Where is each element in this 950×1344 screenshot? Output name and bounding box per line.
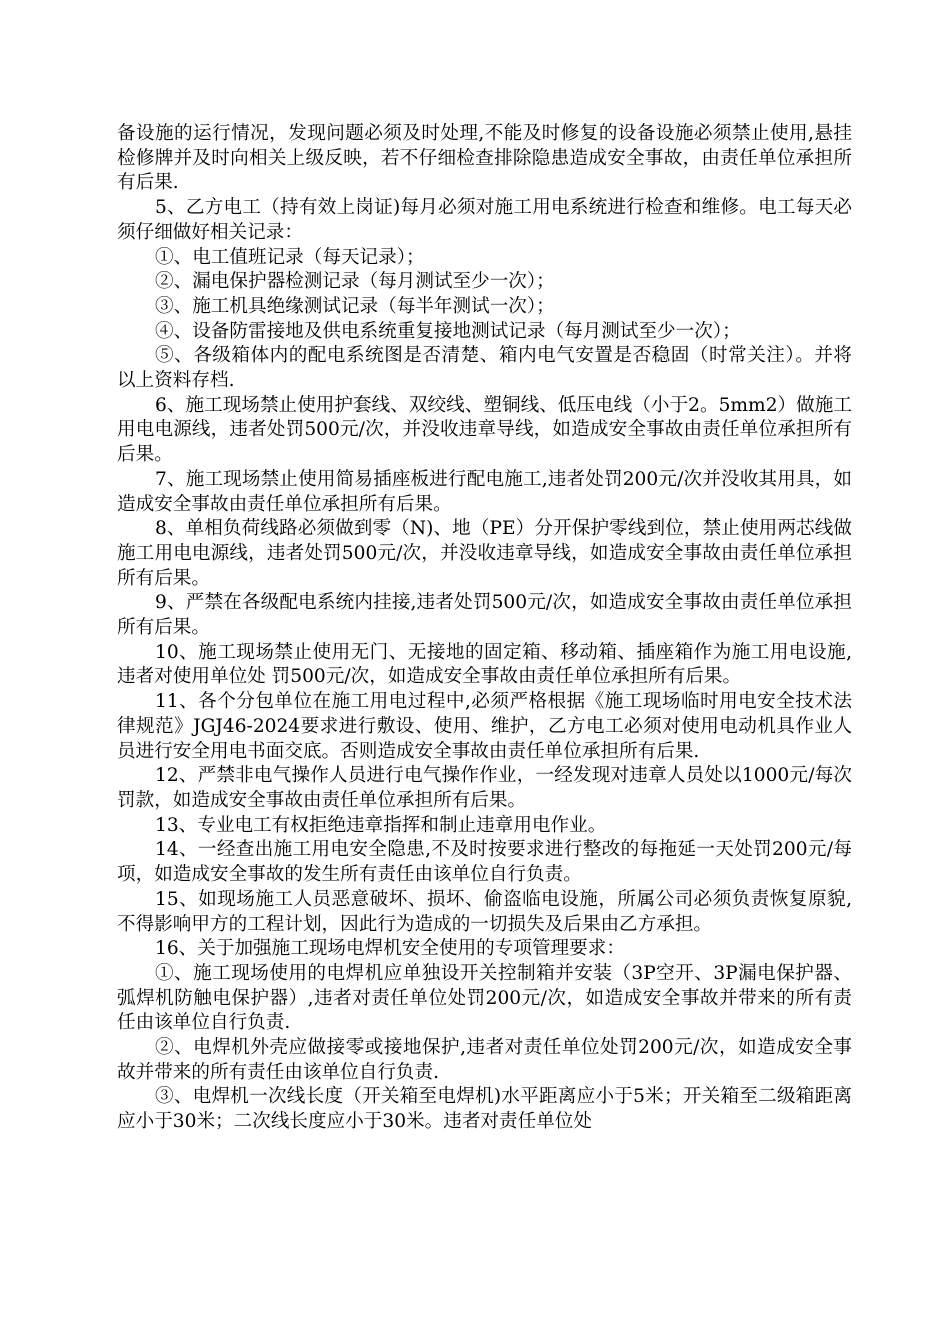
paragraph: ②、电焊机外壳应做接零或接地保护,违者对责任单位处罚200元/次，如造成安全事故并带来的所有责任由该单位自行负责. xyxy=(117,1037,852,1083)
paragraph: 14、一经查出施工用电安全隐患,不及时按要求进行整改的每拖延一天处罚200元/每项，如造成安全事故的发生所有责任由该单位自行负责。 xyxy=(117,839,852,886)
paragraph: 16、关于加强施工现场电焊机安全使用的专项管理要求： xyxy=(155,938,625,960)
paragraph: 备设施的运行情况，发现问题必须及时处理,不能及时修复的设备设施必须禁止使用,悬挂检修牌并及时向相关上级反映，若不仔细检查排除隐患造成安全事故，由责任单位承担所有后果. xyxy=(117,123,852,194)
paragraph: 8、单相负荷线路必须做到零（N)、地（PE）分开保护零线到位，禁止使用两芯线做施工用电电源线，违者处罚500元/次，并没收违章导线，如造成安全事故由责任单位承担所有后果。 xyxy=(117,518,852,589)
paragraph: 12、严禁非电气操作人员进行电气操作作业，一经发现对违章人员处以1000元/每次罚款，如造成安全事故由责任单位承担所有后果。 xyxy=(117,765,852,811)
paragraph: ①、电工值班记录（每天记录）； xyxy=(155,246,425,268)
paragraph: 11、各个分包单位在施工用电过程中,必须严格根据《施工现场临时用电安全技术法律规范》JGJ46-2024要求进行敷设、使用、维护，乙方电工必须对使用电动机具作业人员进行安全用电书面交底。否则造成安全事故由责任单位承担所有后果. xyxy=(117,691,852,762)
document-page xyxy=(117,122,852,1135)
paragraph: 10、施工现场禁止使用无门、无接地的固定箱、移动箱、插座箱作为施工用电设施,违者对使用单位处 罚500元/次，如造成安全事故由责任单位承担所有后果。 xyxy=(117,641,852,688)
paragraph: ④、设备防雷接地及供电系统重复接地测试记录（每月测试至少一次）； xyxy=(155,320,741,342)
paragraph: ③、电焊机一次线长度（开关箱至电焊机)水平距离应小于5米；开关箱至二级箱距离应小于30米；二次线长度应小于30米。违者对责任单位处 xyxy=(117,1086,852,1133)
paragraph: 13、专业电工有权拒绝违章指挥和制止违章用电作业。 xyxy=(155,814,607,836)
paragraph: 6、施工现场禁止使用护套线、双绞线、塑铜线、低压电线（小于2。5mm2）做施工用电电源线，违者处罚500元/次，并没收违章导线，如造成安全事故由责任单位承担所有后果。 xyxy=(117,394,852,466)
paragraph: ②、漏电保护器检测记录（每月测试至少一次）； xyxy=(155,271,555,293)
paragraph: ⑤、各级箱体内的配电系统图是否清楚、箱内电气安置是否稳固（时常关注）。并将以上资料存档. xyxy=(117,345,852,392)
paragraph: 5、乙方电工（持有效上岗证)每月必须对施工用电系统进行检查和维修。电工每天必须仔细做好相关记录： xyxy=(117,197,852,243)
paragraph: 7、施工现场禁止使用简易插座板进行配电施工,违者处罚200元/次并没收其用具，如造成安全事故由责任单位承担所有后果。 xyxy=(117,468,852,515)
paragraph: ①、施工现场使用的电焊机应单独设开关控制箱并安装（3P空开、3P漏电保护器、弧焊机防触电保护器）,违者对责任单位处罚200元/次，如造成安全事故并带来的所有责任由该单位自行负责. xyxy=(117,962,852,1034)
paragraph: ③、施工机具绝缘测试记录（每半年测试一次）； xyxy=(155,295,555,317)
paragraph: 15、如现场施工人员恶意破坏、损坏、偷盗临电设施，所属公司必须负责恢复原貌,不得影响甲方的工程计划，因此行为造成的一切损失及后果由乙方承担。 xyxy=(117,888,852,935)
paragraph: 9、严禁在各级配电系统内挂接,违者处罚500元/次，如造成安全事故由责任单位承担所有后果。 xyxy=(117,592,852,639)
